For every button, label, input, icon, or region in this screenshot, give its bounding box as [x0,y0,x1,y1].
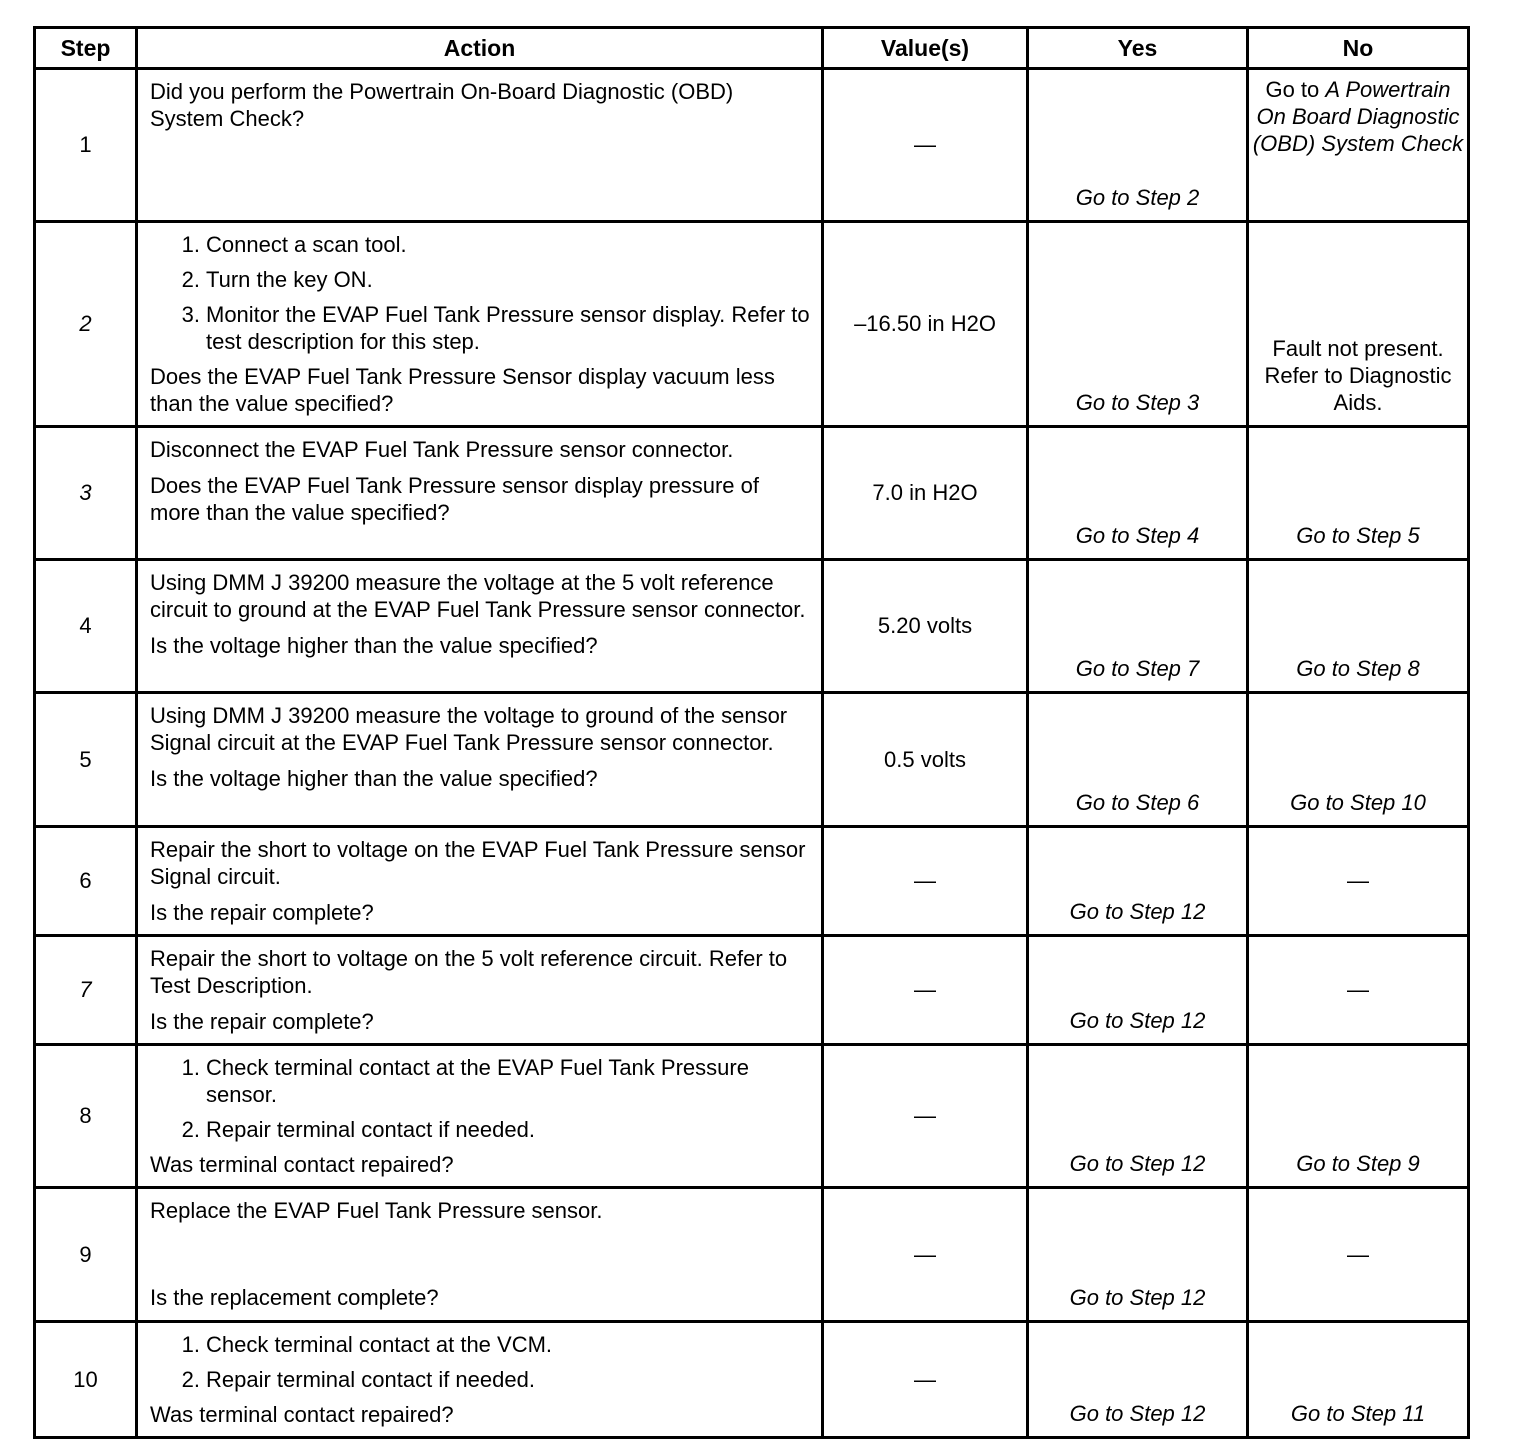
no-link[interactable]: Go to Step 10 [1290,790,1426,815]
step-number: 7 [35,936,137,1045]
action-cell [137,560,823,693]
action-question: Is the voltage higher than the value specified? [150,633,598,658]
yes-link[interactable]: Go to Step 12 [1069,1008,1206,1033]
action-list [150,231,811,355]
no-cell [1248,1322,1469,1438]
action-question: Was terminal contact repaired? [150,1402,454,1427]
yes-cell [1028,1045,1248,1188]
step-number: 8 [35,1045,137,1188]
no-text: Fault not present. Refer to Diagnostic Aids. [1264,336,1452,415]
value-cell: — [823,1045,1028,1188]
no-cell [1248,427,1469,560]
no-dash: — [1347,1241,1369,1267]
action-cell [137,69,823,222]
yes-cell [1028,936,1248,1045]
no-link-target[interactable]: A Powertrain On Board Diagnostic (OBD) System Check [1252,77,1464,156]
action-text: Using DMM J 39200 measure the voltage at the 5 volt reference circuit to ground at the EVAP Fuel Tank Pressure sensor connector. [150,570,806,622]
no-cell [1248,222,1469,427]
no-cell [1248,69,1469,222]
list-item: 3. Monitor the EVAP Fuel Tank Pressure sensor display. Refer to test description for this step. [181,302,810,354]
no-link[interactable]: Go to Step 5 [1296,523,1420,548]
yes-link[interactable]: Go to Step 12 [1069,1401,1206,1426]
table-row [35,827,1469,936]
action-question: Is the voltage higher than the value specified? [150,766,598,791]
no-dash: — [1347,868,1369,893]
action-cell [137,827,823,936]
action-cell [137,1045,823,1188]
table-row [35,1045,1469,1188]
step-number: 4 [35,560,137,693]
action-list [150,1331,811,1393]
value-cell: 7.0 in H2O [823,427,1028,560]
list-item: 1. Check terminal contact at the EVAP Fuel Tank Pressure sensor. [181,1055,749,1107]
no-link[interactable] [1249,76,1467,157]
value-cell: 0.5 volts [823,693,1028,827]
table-row [35,560,1469,693]
no-prefix: Go to [1265,77,1326,102]
list-item: 2. Repair terminal contact if needed. [181,1117,535,1142]
yes-cell [1028,1188,1248,1322]
action-cell [137,427,823,560]
yes-link[interactable]: Go to Step 4 [1075,523,1200,548]
action-text: Repair the short to voltage on the EVAP Fuel Tank Pressure sensor Signal circuit. [150,837,806,889]
action-cell [137,222,823,427]
table-row [35,936,1469,1045]
action-cell [137,693,823,827]
action-text: Did you perform the Powertrain On-Board Diagnostic (OBD) System Check? [150,79,734,131]
action-question: Is the replacement complete? [150,1285,439,1310]
value-cell: — [823,936,1028,1045]
list-item: 1. Connect a scan tool. [181,232,407,257]
list-item: 2. Repair terminal contact if needed. [181,1367,535,1392]
action-text: Replace the EVAP Fuel Tank Pressure sensor. [150,1198,603,1223]
action-question: Was terminal contact repaired? [150,1152,454,1177]
yes-link[interactable]: Go to Step 7 [1075,656,1200,681]
table-row [35,1188,1469,1322]
no-link[interactable]: Go to Step 11 [1290,1401,1426,1426]
step-number: 1 [35,69,137,222]
yes-cell [1028,222,1248,427]
header-action: Action [137,28,823,69]
action-question: Is the repair complete? [150,900,374,925]
header-yes: Yes [1028,28,1248,69]
step-number: 5 [35,693,137,827]
yes-link[interactable]: Go to Step 12 [1069,1285,1206,1310]
value-cell: –16.50 in H2O [823,222,1028,427]
action-question: Is the repair complete? [150,1009,374,1034]
value-cell: — [823,827,1028,936]
yes-cell [1028,427,1248,560]
action-question: Does the EVAP Fuel Tank Pressure Sensor display vacuum less than the value specified? [150,364,775,416]
no-dash: — [1347,977,1369,1002]
value-cell: 5.20 volts [823,560,1028,693]
no-cell [1248,1045,1469,1188]
action-text: Using DMM J 39200 measure the voltage to ground of the sensor Signal circuit at the EVAP Fuel Tank Pressure sensor connector. [150,703,788,755]
diagnostic-table [33,26,1470,1439]
yes-link[interactable]: Go to Step 2 [1075,185,1200,210]
no-cell [1248,827,1469,936]
action-question: Does the EVAP Fuel Tank Pressure sensor display pressure of more than the value specified? [150,473,759,525]
yes-cell [1028,827,1248,936]
step-number: 3 [35,427,137,560]
list-item: 1. Check terminal contact at the VCM. [181,1332,553,1357]
table-row [35,222,1469,427]
header-values: Value(s) [823,28,1028,69]
yes-link[interactable]: Go to Step 12 [1069,899,1206,924]
table-row [35,693,1469,827]
action-list [150,1054,811,1143]
no-link[interactable]: Go to Step 9 [1296,1151,1420,1176]
yes-cell [1028,560,1248,693]
table-row [35,1322,1469,1438]
header-row [35,28,1469,69]
table-row [35,69,1469,222]
action-text: Repair the short to voltage on the 5 volt reference circuit. Refer to Test Description. [150,946,788,998]
no-cell [1248,936,1469,1045]
step-number: 10 [35,1322,137,1438]
header-step: Step [35,28,137,69]
yes-link[interactable]: Go to Step 3 [1075,390,1200,415]
list-item: 2. Turn the key ON. [181,267,373,292]
no-cell [1248,1188,1469,1322]
action-cell [137,1188,823,1322]
no-cell [1248,693,1469,827]
yes-link[interactable]: Go to Step 6 [1075,790,1200,815]
action-text: Disconnect the EVAP Fuel Tank Pressure sensor connector. [150,437,734,462]
step-number: 2 [35,222,137,427]
yes-link[interactable]: Go to Step 12 [1069,1151,1206,1176]
step-number: 9 [35,1188,137,1322]
yes-cell [1028,69,1248,222]
value-cell: — [823,1188,1028,1322]
header-no: No [1248,28,1469,69]
no-link[interactable]: Go to Step 8 [1296,656,1420,681]
value-cell: — [823,1322,1028,1438]
yes-cell [1028,693,1248,827]
action-cell [137,936,823,1045]
no-cell [1248,560,1469,693]
yes-cell [1028,1322,1248,1438]
step-number: 6 [35,827,137,936]
action-cell [137,1322,823,1438]
value-cell: — [823,69,1028,222]
table-row [35,427,1469,560]
